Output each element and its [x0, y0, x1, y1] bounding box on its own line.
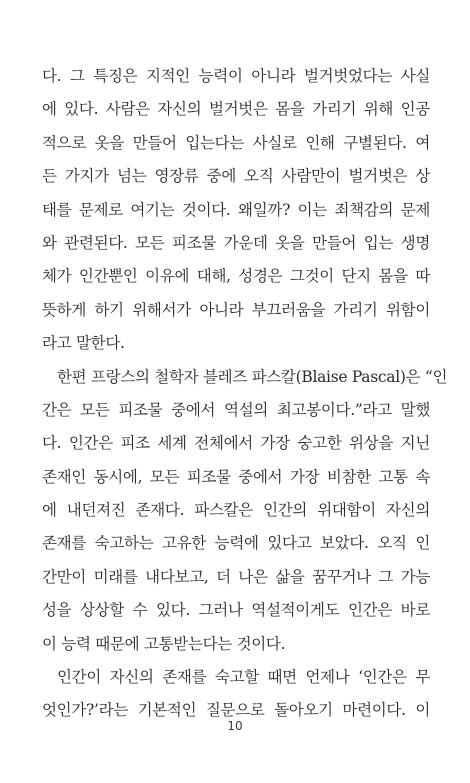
page-number: 10	[227, 719, 243, 733]
text-line: 간은 모든 피조물 중에서 역설의 최고봉이다.”라고 말했	[42, 400, 430, 419]
text-line: 에 있다. 사람은 자신의 벌거벗은 몸을 가리기 위해 인공	[42, 100, 430, 119]
text-line: 뜻하게 하기 위해서가 아니라 부끄러움을 가리기 위함이	[42, 300, 430, 319]
text-line: 한편 프랑스의 철학자 블레즈 파스칼(Blaise Pascal)은 “인	[57, 367, 448, 386]
text-line: 엇인가?’라는 기본적인 질문으로 돌아오기 마련이다. 이	[42, 701, 430, 720]
text-line: 존재를 숙고하는 고유한 능력에 있다고 보았다. 오직 인	[42, 534, 430, 553]
text-line: 간만이 미래를 내다보고, 더 나은 삶을 꿈꾸거나 그 가능	[42, 567, 430, 586]
text-line: 인간이 자신의 존재를 숙고할 때면 언제나 ‘인간은 무	[57, 668, 430, 687]
text-line: 다. 인간은 피조 세계 전체에서 가장 숭고한 위상을 지닌	[42, 434, 430, 453]
body-text	[42, 60, 448, 728]
text-line: 이 능력 때문에 고통받는다는 것이다.	[42, 634, 286, 653]
text-line: 존재인 동시에, 모든 피조물 중에서 가장 비참한 고통 속	[42, 467, 430, 486]
text-line: 든 가지가 넘는 영장류 중에 오직 사람만이 벌거벗은 상	[42, 167, 430, 186]
text-line: 적으로 옷을 만들어 입는다는 사실로 인해 구별된다. 여	[42, 133, 430, 152]
text-line: 체가 인간뿐인 이유에 대해, 성경은 그것이 단지 몸을 따	[42, 267, 430, 286]
text-line: 태를 문제로 여기는 것이다. 왜일까? 이는 죄책감의 문제	[42, 200, 430, 219]
text-line: 라고 말한다.	[42, 334, 125, 353]
text-line: 에 내던져진 존재다. 파스칼은 인간의 위대함이 자신의	[42, 501, 430, 520]
text-line: 성을 상상할 수 있다. 그러나 역설적이게도 인간은 바로	[42, 601, 430, 620]
text-line: 와 관련된다. 모든 피조물 가운데 옷을 만들어 입는 생명	[42, 233, 430, 252]
text-line: 다. 그 특징은 지적인 능력이 아니라 벌거벗었다는 사실	[42, 67, 430, 85]
